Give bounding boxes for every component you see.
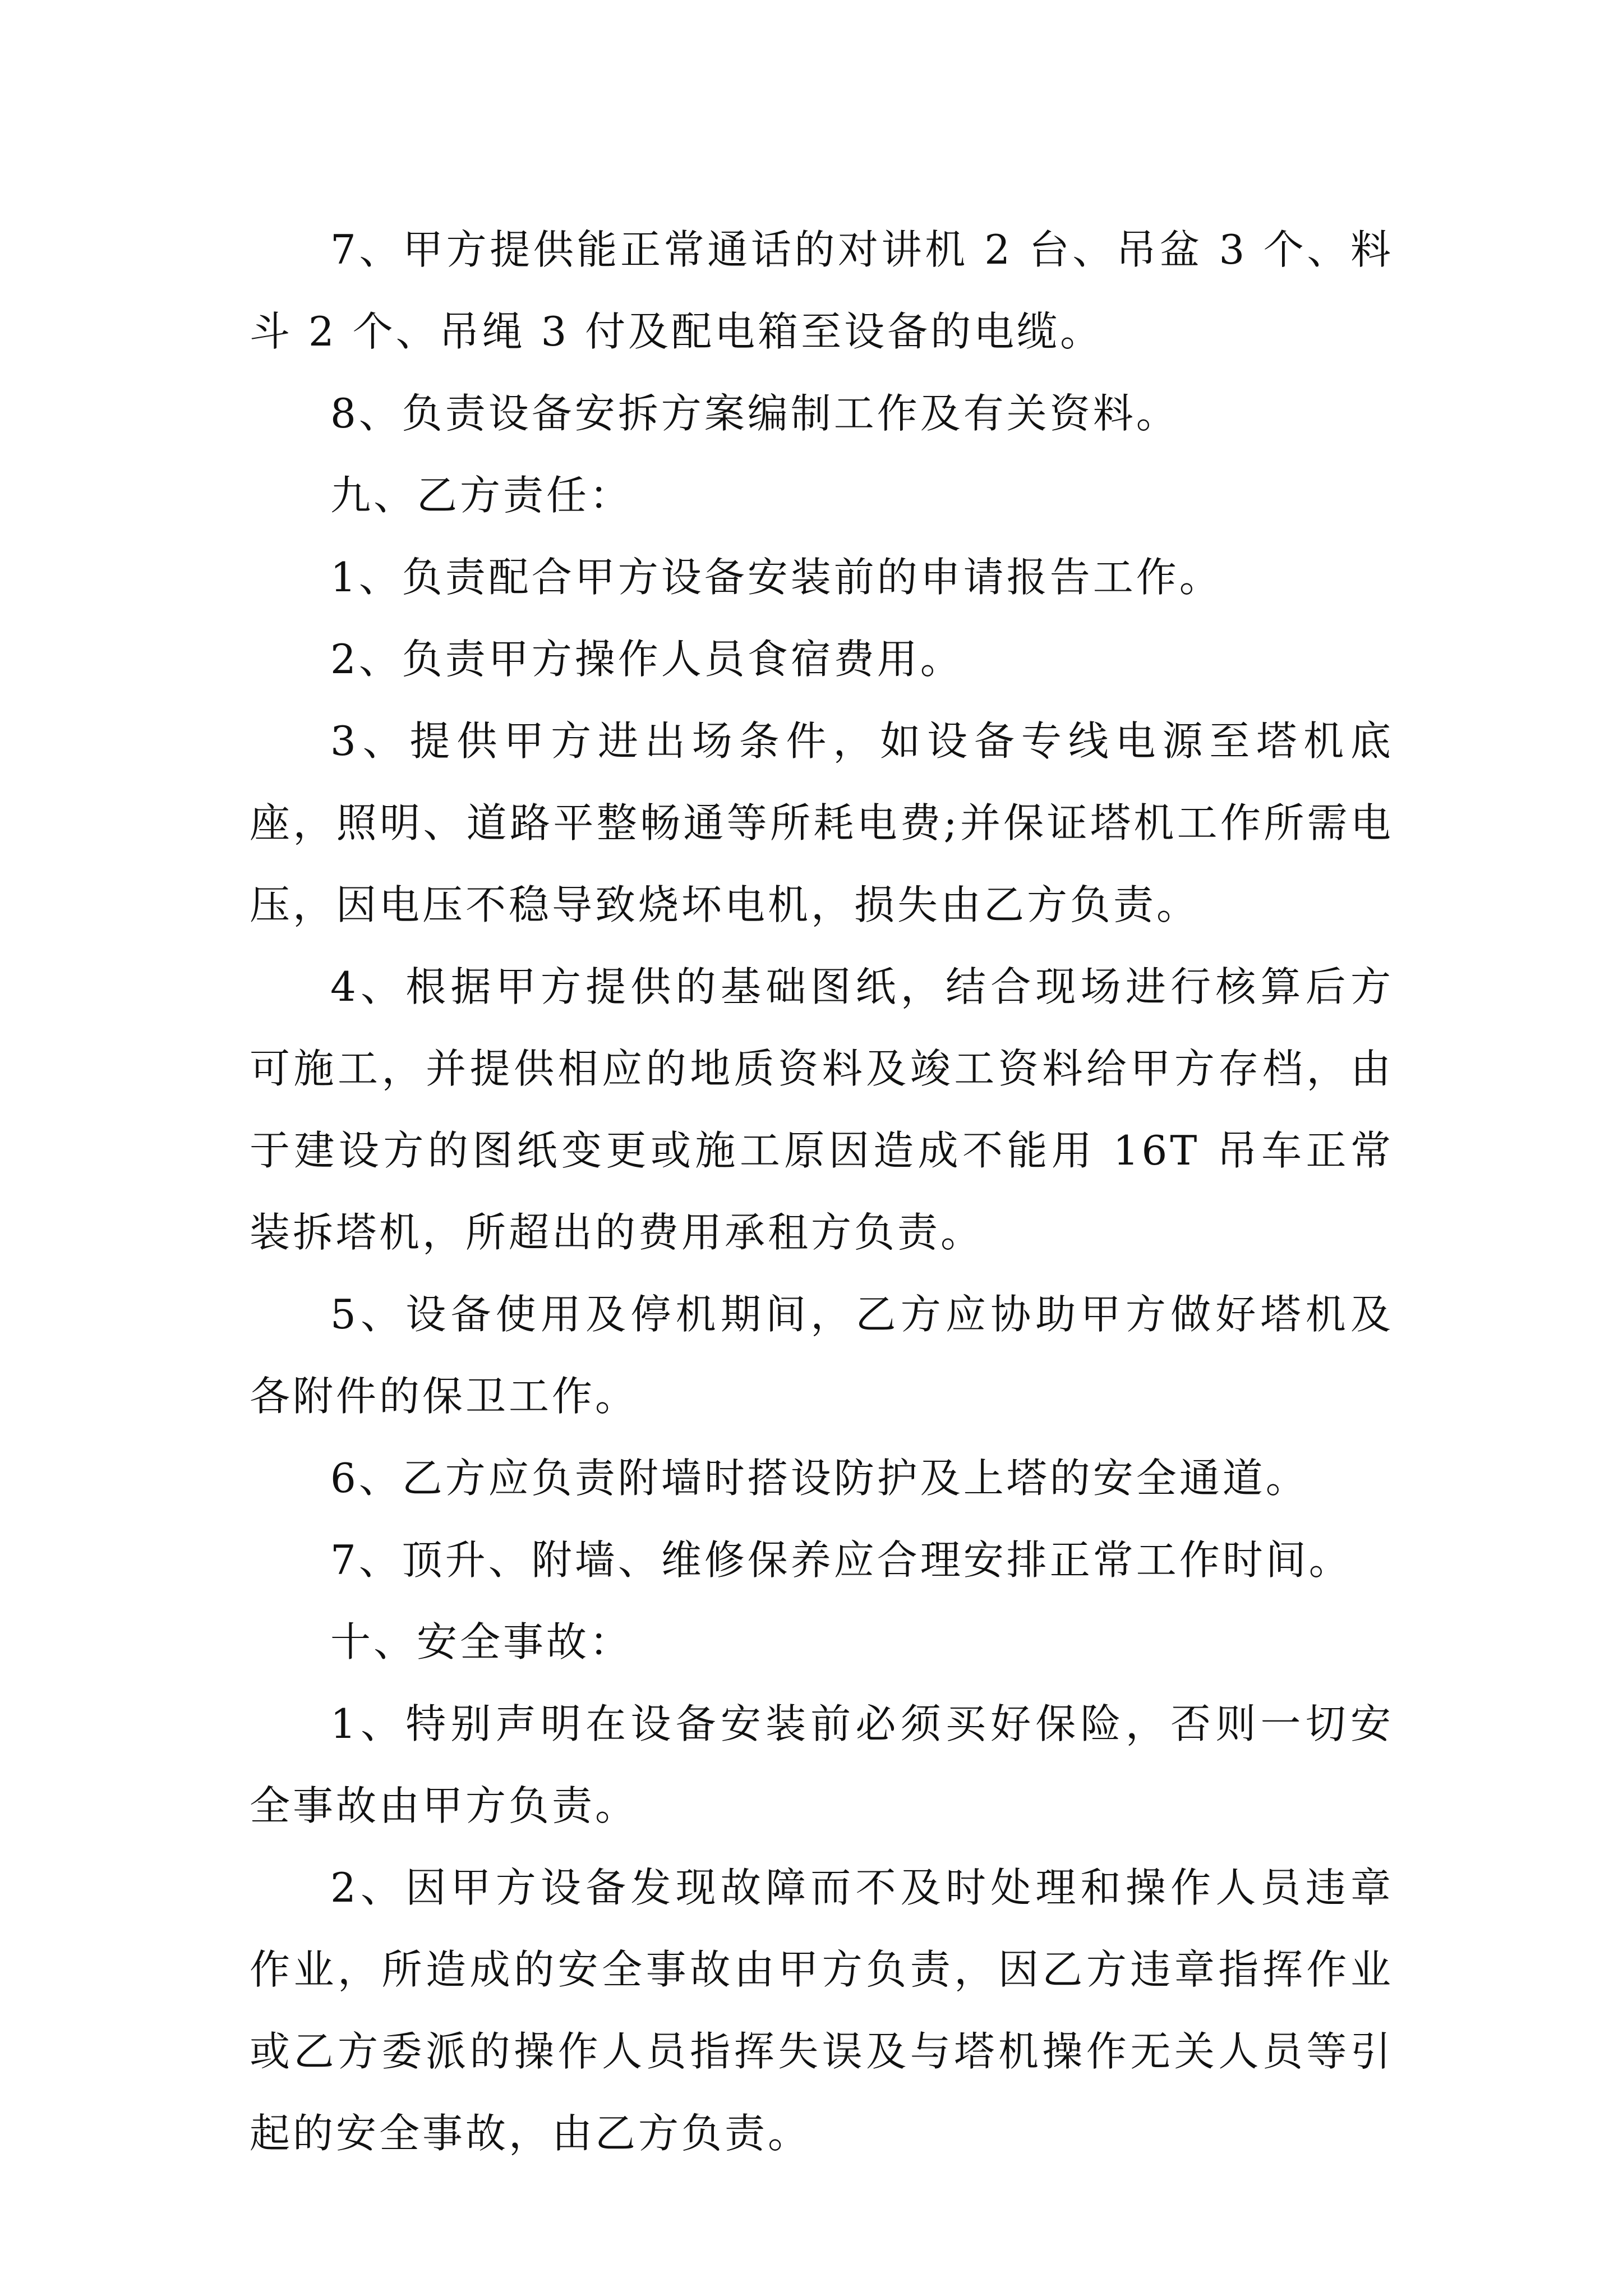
document-body xyxy=(250,209,1394,2174)
paragraph-item-7-equipment: 7、甲方提供能正常通话的对讲机 2 台、吊盆 3 个、料斗 2 个、吊绳 3 付及配电箱至设备的电缆。 xyxy=(250,226,1394,355)
paragraph-b-item-4: 4、根据甲方提供的基础图纸，结合现场进行核算后方可施工，并提供相应的地质资料及竣工资料给甲方存档，由于建设方的图纸变更或施工原因造成不能用 16T 吊车正常装拆塔机，所超出的费用承租方负责。 xyxy=(250,963,1394,1256)
paragraph-b-item-7: 7、顶升、附墙、维修保养应合理安排正常工作时间。 xyxy=(330,1536,1352,1584)
section-heading-safety-accidents: 十、安全事故： xyxy=(330,1618,633,1665)
paragraph-b-item-3: 3、提供甲方进出场条件，如设备专线电源至塔机底座，照明、道路平整畅通等所耗电费;并保证塔机工作所需电压，因电压不稳导致烧坏电机，损失由乙方负责。 xyxy=(250,717,1394,928)
paragraph-safety-item-2: 2、因甲方设备发现故障而不及时处理和操作人员违章作业，所造成的安全事故由甲方负责，因乙方违章指挥作业或乙方委派的操作人员指挥失误及与塔机操作无关人员等引起的安全事故，由乙方负责。 xyxy=(250,1864,1394,2157)
paragraph-b-item-5: 5、设备使用及停机期间，乙方应协助甲方做好塔机及各附件的保卫工作。 xyxy=(250,1291,1394,1420)
section-heading-party-b-duties: 九、乙方责任： xyxy=(330,472,633,519)
paragraph-b-item-1: 1、负责配合甲方设备安装前的申请报告工作。 xyxy=(330,554,1223,601)
paragraph-b-item-6: 6、乙方应负责附墙时搭设防护及上塔的安全通道。 xyxy=(330,1455,1309,1502)
paragraph-safety-item-1: 1、特别声明在设备安装前必须买好保险，否则一切安全事故由甲方负责。 xyxy=(250,1700,1394,1829)
paragraph-b-item-2: 2、负责甲方操作人员食宿费用。 xyxy=(330,636,963,683)
paragraph-item-8-plan: 8、负责设备安拆方案编制工作及有关资料。 xyxy=(330,390,1179,437)
